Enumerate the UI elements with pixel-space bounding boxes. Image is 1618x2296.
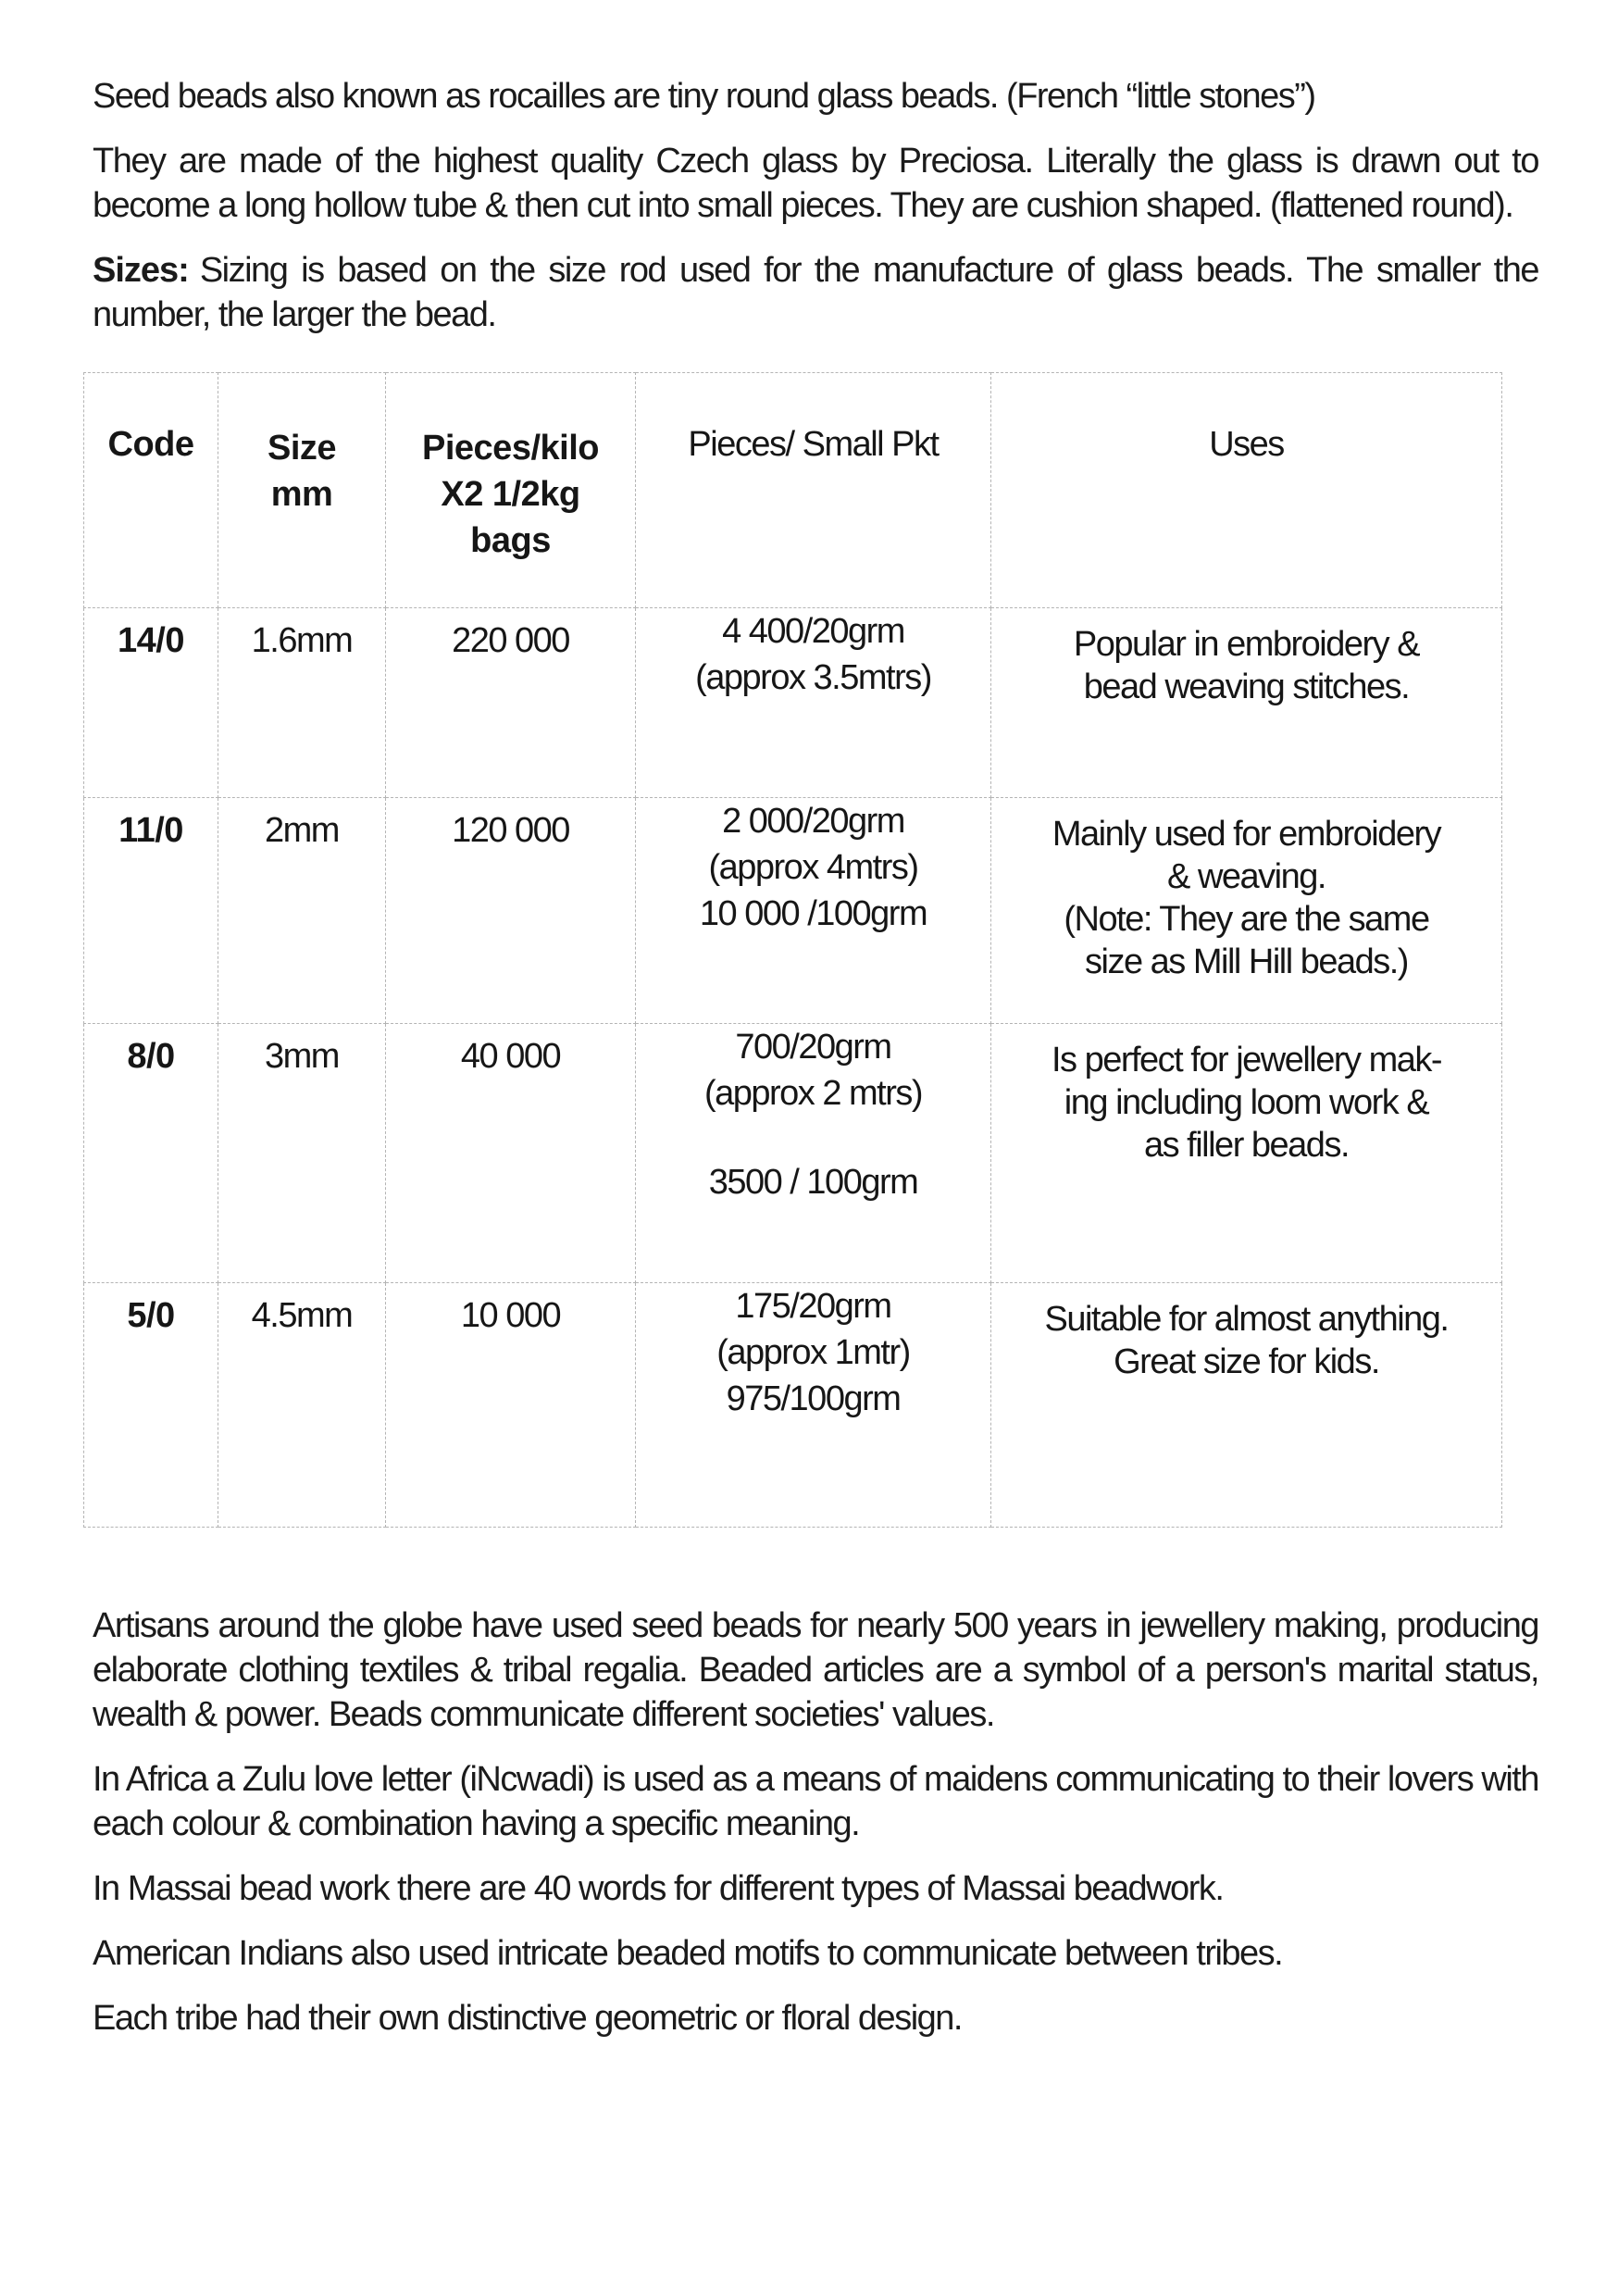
table-body <box>84 608 1502 1528</box>
table-row <box>84 608 1502 798</box>
cell-line: ing including loom work & <box>1064 1083 1429 1122</box>
size-value: 2mm <box>218 798 386 1024</box>
cell-line <box>636 1117 990 1159</box>
outro-paragraph-tribe-design: Each tribe had their own distinctive geometric or floral design. <box>93 1999 962 2038</box>
intro-paragraph-2: They are made of the highest quality Czech glass by Preciosa. Literally the glass is drawn out to become a long hollow tube & then cut into small pieces. They are cushion shaped. (flattened round). <box>93 142 1538 225</box>
column-header-uses: Uses <box>991 373 1502 608</box>
size-value: 3mm <box>218 1024 386 1283</box>
small-pkt-value <box>636 798 991 1024</box>
cell-line: size as Mill Hill beads.) <box>1085 942 1408 981</box>
cell-line: 175/20grm <box>735 1287 891 1326</box>
code-value: 14/0 <box>84 608 218 798</box>
small-pkt-value <box>636 1283 991 1528</box>
code-value: 11/0 <box>84 798 218 1024</box>
sizes-text: Sizing is based on the size rod used for the manufacture of glass beads. The smaller the number, the larger the bead. <box>93 251 1538 334</box>
uses-value <box>991 1024 1502 1283</box>
cell-line: 2 000/20grm <box>722 802 904 841</box>
bead-size-table <box>83 372 1502 1528</box>
outro-section <box>93 1603 1538 2040</box>
cell-line: 10 000 /100grm <box>699 894 927 933</box>
pieces-kilo-value: 120 000 <box>386 798 636 1024</box>
column-header-pieces-kilo <box>386 373 636 608</box>
cell-line: Suitable for almost anything. <box>1044 1300 1449 1339</box>
pieces-kilo-value: 40 000 <box>386 1024 636 1283</box>
header-line: Size <box>267 429 337 468</box>
table-head <box>84 373 1502 608</box>
sizes-label: Sizes: <box>93 251 189 290</box>
cell-line: (approx 1mtr) <box>716 1333 910 1372</box>
cell-line: (Note: They are the same <box>1064 900 1429 939</box>
outro-paragraph-massai: In Massai bead work there are 40 words for different types of Massai beadwork. <box>93 1869 1224 1908</box>
table-row <box>84 1024 1502 1283</box>
cell-line: Great size for kids. <box>1114 1342 1379 1381</box>
table-header-row <box>84 373 1502 608</box>
sizes-paragraph <box>93 248 1538 337</box>
header-line: mm <box>270 475 333 514</box>
uses-value <box>991 1283 1502 1528</box>
uses-value <box>991 608 1502 798</box>
column-header-small-pkt: Pieces/ Small Pkt <box>636 373 991 608</box>
table-row <box>84 1283 1502 1528</box>
header-line: Pieces/kilo <box>422 429 599 468</box>
outro-paragraph-zulu: In Africa a Zulu love letter (iNcwadi) is used as a means of maidens communicating to their lovers with each colour & combination having a specific meaning. <box>93 1760 1538 1843</box>
cell-line: 975/100grm <box>726 1379 901 1418</box>
cell-line: (approx 4mtrs) <box>708 848 918 887</box>
cell-line: as filler beads. <box>1143 1126 1349 1165</box>
cell-line: 700/20grm <box>735 1028 891 1067</box>
small-pkt-value <box>636 1024 991 1283</box>
intro-paragraph-1: Seed beads also known as rocailles are tiny round glass beads. (French “little stones”) <box>93 77 1315 116</box>
cell-line: Is perfect for jewellery mak- <box>1051 1041 1442 1079</box>
header-line: bags <box>470 521 551 560</box>
cell-line: & weaving. <box>1167 857 1326 896</box>
pieces-kilo-value: 10 000 <box>386 1283 636 1528</box>
cell-line: 3500 / 100grm <box>708 1163 918 1202</box>
cell-line: bead weaving stitches. <box>1083 668 1410 706</box>
small-pkt-value <box>636 608 991 798</box>
cell-line: Popular in embroidery & <box>1073 625 1420 664</box>
code-value: 8/0 <box>84 1024 218 1283</box>
column-header-code: Code <box>84 373 218 608</box>
outro-paragraph-american-indians: American Indians also used intricate beaded motifs to communicate between tribes. <box>93 1934 1283 1973</box>
size-value: 4.5mm <box>218 1283 386 1528</box>
pieces-kilo-value: 220 000 <box>386 608 636 798</box>
header-line: X2 1/2kg <box>441 475 580 514</box>
column-header-size <box>218 373 386 608</box>
uses-value <box>991 798 1502 1024</box>
table-row <box>84 798 1502 1024</box>
cell-line: (approx 2 mtrs) <box>703 1074 923 1113</box>
cell-line: Mainly used for embroidery <box>1052 815 1441 854</box>
cell-line: (approx 3.5mtrs) <box>695 658 931 697</box>
size-value: 1.6mm <box>218 608 386 798</box>
code-value: 5/0 <box>84 1283 218 1528</box>
outro-paragraph-artisans: Artisans around the globe have used seed beads for nearly 500 years in jewellery making, producing elaborate clothing textiles & tribal regalia. Beaded articles are a symbol of a person's marital status, wealth & power. Beads communicate different societies' values. <box>93 1606 1538 1734</box>
cell-line: 4 400/20grm <box>722 612 904 651</box>
